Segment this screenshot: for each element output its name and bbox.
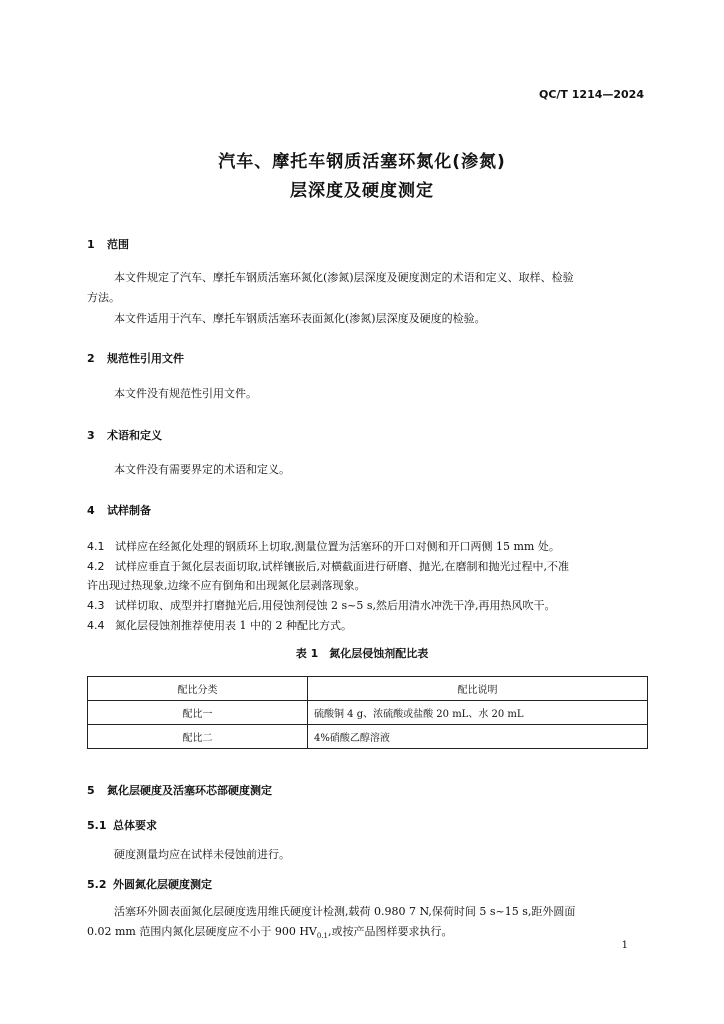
table-cell: 硫酸铜 4 g、浓硫酸或盐酸 20 mL、水 20 mL [308, 701, 648, 725]
table-row [88, 725, 648, 749]
section-4-heading [87, 502, 151, 518]
clause-text: 试样应在经氮化处理的钢质环上切取,测量位置为活塞环的开口对侧和开口两侧 15 mm 处。 [115, 540, 560, 553]
section-title: 总体要求 [113, 819, 157, 832]
section-title: 术语和定义 [107, 429, 162, 442]
clause-4-3 [87, 596, 555, 616]
section-2-heading [87, 350, 184, 366]
clause-number: 4.3 [87, 599, 105, 612]
column-header: 配比分类 [88, 677, 308, 701]
table-caption: 表 1 氮化层侵蚀剂配比表 [295, 647, 429, 660]
section-number: 3 [87, 429, 95, 442]
column-header: 配比说明 [308, 677, 648, 701]
clause-text: 试样切取、成型并打磨抛光后,用侵蚀剂侵蚀 2 s~5 s,然后用清水冲洗干净,再用热风吹干。 [115, 599, 556, 612]
section-5-2-paragraph-cont [87, 922, 453, 946]
section-5-2-heading [87, 876, 212, 892]
section-5-1-heading [87, 817, 157, 833]
section-1-paragraph-1-cont: 方法。 [87, 291, 120, 304]
section-5-1-paragraph: 硬度测量均应在试样未侵蚀前进行。 [114, 848, 290, 861]
section-title: 外圆氮化层硬度测定 [113, 878, 212, 891]
clause-number: 4.2 [87, 560, 105, 573]
table-row [88, 701, 648, 725]
section-1-paragraph-1: 本文件规定了汽车、摩托车钢质活塞环氮化(渗氮)层深度及硬度测定的术语和定义、取样、检验 [114, 271, 574, 284]
section-number: 5.2 [87, 878, 107, 891]
table-cell: 配比一 [88, 701, 308, 725]
section-title: 试样制备 [107, 504, 151, 517]
section-number: 2 [87, 352, 95, 365]
clause-number: 4.1 [87, 540, 105, 553]
section-number: 5.1 [87, 819, 107, 832]
section-title: 氮化层硬度及活塞环芯部硬度测定 [107, 784, 272, 797]
page-number: 1 [621, 940, 628, 951]
clause-text: 试样应垂直于氮化层表面切取,试样镶嵌后,对横截面进行研磨、抛光,在磨制和抛光过程中,不准 [115, 560, 569, 573]
section-number: 5 [87, 784, 95, 797]
standard-number: QC/T 1214—2024 [538, 88, 644, 101]
section-title: 范围 [107, 238, 129, 251]
section-3-heading [87, 427, 162, 443]
etchant-ratio-table [87, 676, 648, 749]
clause-text: 氮化层侵蚀剂推荐使用表 1 中的 2 种配比方式。 [115, 619, 352, 632]
section-2-paragraph: 本文件没有规范性引用文件。 [114, 387, 257, 400]
clause-4-2 [87, 557, 569, 577]
text-run: 0.02 mm 范围内氮化层硬度应不小于 900 HV [87, 925, 317, 938]
document-title-line-1: 汽车、摩托车钢质活塞环氮化(渗氮) [218, 152, 506, 172]
section-3-paragraph: 本文件没有需要界定的术语和定义。 [114, 463, 290, 476]
text-run: ,或按产品图样要求执行。 [328, 925, 453, 938]
clause-4-4 [87, 616, 352, 636]
table-cell: 配比二 [88, 725, 308, 749]
section-1-heading [87, 236, 129, 252]
clause-number: 4.4 [87, 619, 105, 632]
hardness-scale-subscript: 0.1 [316, 932, 329, 941]
section-5-2-paragraph: 活塞环外圆表面氮化层硬度选用维氏硬度计检测,载荷 0.980 7 N,保荷时间 5 s~15 s,距外圆面 [114, 905, 576, 918]
document-title-line-2: 层深度及硬度测定 [290, 181, 434, 201]
section-5-heading [87, 782, 272, 798]
section-number: 1 [87, 238, 95, 251]
clause-4-2-cont: 许出现过热现象,边缘不应有倒角和出现氮化层剥落现象。 [87, 579, 366, 592]
section-number: 4 [87, 504, 95, 517]
table-header-row [88, 677, 648, 701]
section-title: 规范性引用文件 [107, 352, 184, 365]
table-cell: 4%硝酸乙醇溶液 [308, 725, 648, 749]
clause-4-1 [87, 537, 560, 557]
section-1-paragraph-2: 本文件适用于汽车、摩托车钢质活塞环表面氮化(渗氮)层深度及硬度的检验。 [114, 312, 486, 325]
